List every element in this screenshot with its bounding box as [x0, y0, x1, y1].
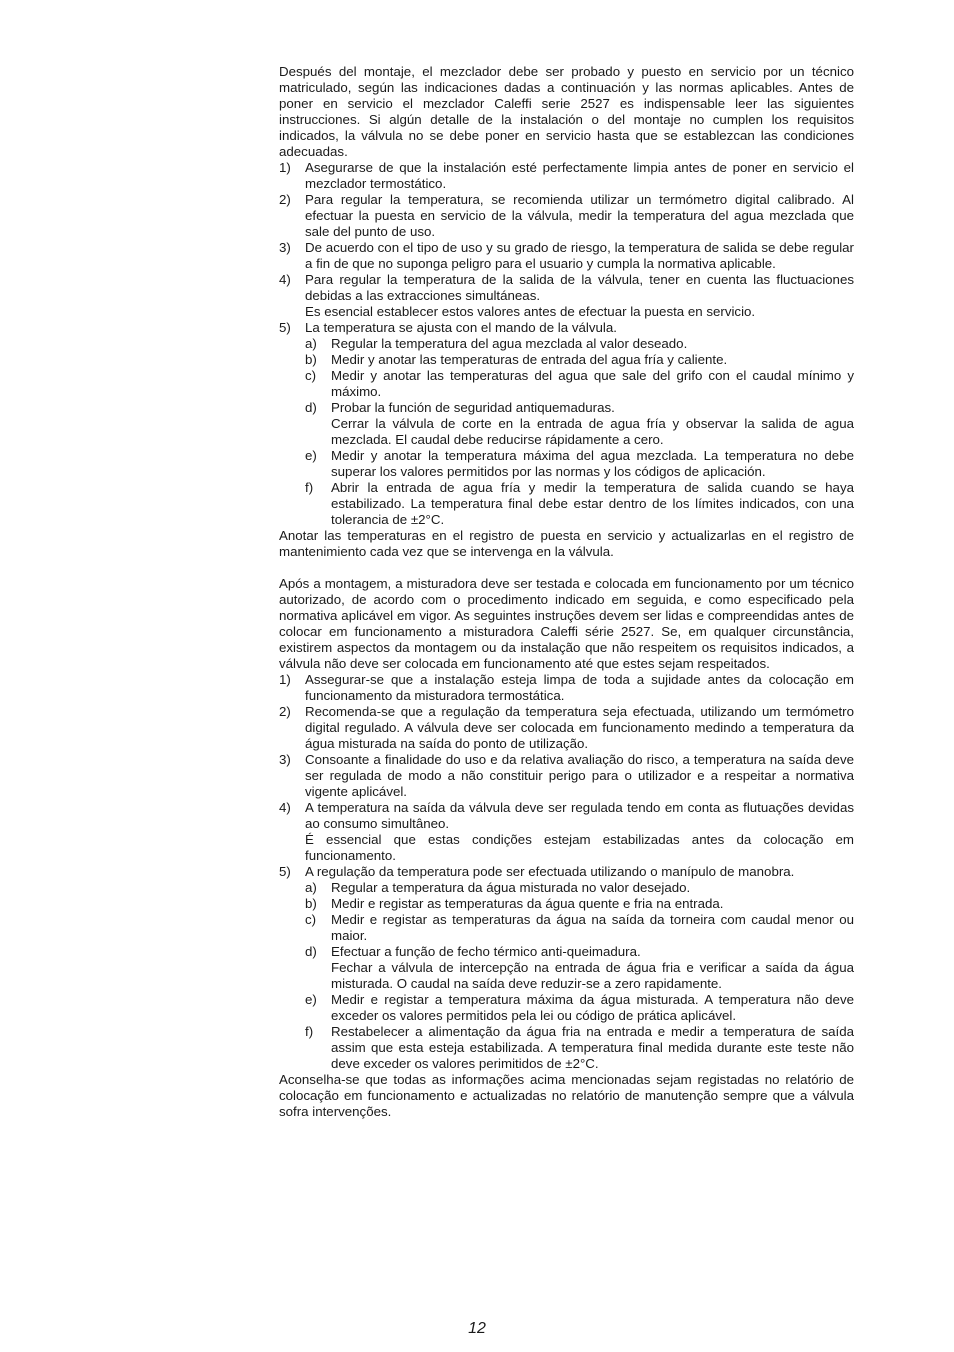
es-sub-f	[279, 480, 854, 528]
sub-letter: d)	[305, 944, 317, 959]
sub-letter: c)	[305, 368, 317, 383]
pt-intro: Após a montagem, a misturadora deve ser testada e colocada em funcionamento por um técnico autorizado, de acordo com o procedimento indicado em seguida, e como especificado pela normativa aplicável em vigor. As seguintes instruções devem ser lidas e compreendidas antes de colocar em funcionamento a misturadora Caleffi série 2527. Se, em qualquer circunstância, existirem aspectos da montagem ou da instalação que não respeitem os requisitos indicados, a válvula não deve ser colocada em funcionamento até que estes sejam respeitados.	[279, 576, 854, 671]
sub-letter: e)	[305, 448, 317, 463]
item-text: A temperatura na saída da válvula deve ser regulada tendo em conta as flutuações devidas ao consumo simultâneo.	[305, 800, 854, 831]
pt-item-2	[279, 704, 854, 752]
sub-letter: f)	[305, 480, 314, 495]
pt-sub-b	[279, 896, 854, 912]
item-number: 2)	[279, 192, 291, 207]
item-number: 1)	[279, 672, 291, 687]
es-item-1	[279, 160, 854, 192]
pt-sub-f	[279, 1024, 854, 1072]
sub-letter: b)	[305, 352, 317, 367]
pt-sub-d	[279, 944, 854, 960]
pt-sub-a	[279, 880, 854, 896]
pt-sub-e	[279, 992, 854, 1024]
sub-text: Medir e registar as temperaturas da água na saída da torneira com caudal menor ou maior.	[331, 912, 854, 943]
sub-text: Regular la temperatura del agua mezclada al valor deseado.	[331, 336, 688, 351]
sub-letter: c)	[305, 912, 317, 927]
item-text: Para regular la temperatura de la salida de la válvula, tener en cuenta las fluctuaciones debidas a las extracciones simultáneas.	[305, 272, 854, 303]
sub-text: Regular a temperatura da água misturada no valor desejado.	[331, 880, 691, 895]
es-intro: Después del montaje, el mezclador debe ser probado y puesto en servicio por un técnico matriculado, según las indicaciones dadas a continuación y las normas aplicables. Antes de poner en servicio el mezclador Caleffi serie 2527 es indispensable leer las siguientes instrucciones. Si algún detalle de la instalación o del montaje no cumplen los requisitos indicados, la válvula no se debe poner en servicio hasta que se establezcan las condiciones adecuadas.	[279, 64, 854, 159]
pt-sub-d-continuation: Fechar a válvula de intercepção na entrada de água fria e verificar a saída da água misturada. O caudal na saída deve reduzir-se a zero rapidamente.	[331, 960, 854, 991]
item-text: Assegurar-se que a instalação esteja limpa de toda a sujidade antes da colocação em funcionamento da misturadora termostática.	[305, 672, 854, 703]
es-sub-b	[279, 352, 854, 368]
pt-item-3	[279, 752, 854, 800]
sub-text: Medir y anotar las temperaturas de entrada del agua fría y caliente.	[331, 352, 728, 367]
sub-text: Restabelecer a alimentação da água fria na entrada e medir a temperatura de saída assim que esta esteja estabilizada. A temperatura final medida durante este teste não deve exceder os valores perimitidos de ±2°C.	[331, 1024, 854, 1071]
sub-text: Efectuar a função de fecho térmico anti-queimadura.	[331, 944, 641, 959]
es-item-3	[279, 240, 854, 272]
pt-item-1	[279, 672, 854, 704]
sub-letter: b)	[305, 896, 317, 911]
es-sub-d-continuation: Cerrar la válvula de corte en la entrada de agua fría y observar la salida de agua mezclada. El caudal debe reducirse rápidamente a cero.	[331, 416, 854, 447]
item-text: A regulação da temperatura pode ser efectuada utilizando o manípulo de manobra.	[305, 864, 795, 879]
item-text: De acuerdo con el tipo de uso y su grado de riesgo, la temperatura de salida se debe regular a fin de que no suponga peligro para el usuario y cumpla la normativa aplicable.	[305, 240, 854, 271]
item-number: 2)	[279, 704, 291, 719]
sub-letter: a)	[305, 880, 317, 895]
es-sub-d	[279, 400, 854, 416]
sub-text: Medir y anotar la temperatura máxima del agua mezclada. La temperatura no debe superar los valores permitidos por las normas y los códigos de aplicación.	[331, 448, 854, 479]
es-closing: Anotar las temperaturas en el registro de puesta en servicio y actualizarlas en el registro de mantenimiento cada vez que se intervenga en la válvula.	[279, 528, 854, 559]
es-item-4-note: Es esencial establecer estos valores antes de efectuar la puesta en servicio.	[305, 304, 756, 319]
es-item-2	[279, 192, 854, 240]
pt-item-4	[279, 800, 854, 832]
pt-closing: Aconselha-se que todas as informações acima mencionadas sejam registadas no relatório de colocação em funcionamento e actualizadas no relatório de manutenção sempre que a válvula sofra intervenções.	[279, 1072, 854, 1119]
item-number: 3)	[279, 240, 291, 255]
sub-letter: d)	[305, 400, 317, 415]
es-item-5	[279, 320, 854, 336]
item-text: Consoante a finalidade do uso e da relativa avaliação do risco, a temperatura na saída deve ser regulada de modo a não constituir perigo para o utilizador e a respeitar a normativa vigente aplicável.	[305, 752, 854, 799]
item-number: 1)	[279, 160, 291, 175]
es-sub-c	[279, 368, 854, 400]
pt-item-5	[279, 864, 854, 880]
item-text: La temperatura se ajusta con el mando de la válvula.	[305, 320, 617, 335]
es-item-4	[279, 272, 854, 304]
item-number: 5)	[279, 864, 291, 879]
sub-text: Medir e registar as temperaturas da água quente e fria na entrada.	[331, 896, 724, 911]
sub-text: Medir e registar a temperatura máxima da água misturada. A temperatura não deve exceder os valores permitidos pela lei ou código de prática aplicável.	[331, 992, 854, 1023]
item-number: 4)	[279, 800, 291, 815]
es-sub-e	[279, 448, 854, 480]
sub-letter: a)	[305, 336, 317, 351]
sub-text: Probar la función de seguridad antiquemaduras.	[331, 400, 615, 415]
pt-sub-c	[279, 912, 854, 944]
item-text: Asegurarse de que la instalación esté perfectamente limpia antes de poner en servicio el mezclador termostático.	[305, 160, 854, 191]
page-number-container	[0, 1320, 954, 1338]
item-text: Recomenda-se que a regulação da temperatura seja efectuada, utilizando um termómetro digital regulado. A válvula deve ser colocada em funcionamento medindo a temperatura da água misturada na saída do ponto de utilização.	[305, 704, 854, 751]
section-gap	[279, 560, 854, 576]
sub-letter: f)	[305, 1024, 314, 1039]
item-text: Para regular la temperatura, se recomienda utilizar un termómetro digital calibrado. Al efectuar la puesta en servicio de la válvula, medir la temperatura del agua mezclada que sale del punto de uso.	[305, 192, 854, 239]
pt-item-4-note: É essencial que estas condições estejam estabilizadas antes da colocação em funcionamento.	[305, 832, 854, 863]
sub-text: Abrir la entrada de agua fría y medir la temperatura de salida cuando se haya estabilizado. La temperatura final debe estar dentro de los límites indicados, con una tolerancia de ±2°C.	[331, 480, 854, 527]
sub-text: Medir y anotar las temperaturas del agua que sale del grifo con el caudal mínimo y máximo.	[331, 368, 854, 399]
es-sub-a	[279, 336, 854, 352]
sub-letter: e)	[305, 992, 317, 1007]
item-number: 4)	[279, 272, 291, 287]
text-column	[279, 64, 854, 1120]
page-number: 12	[468, 1320, 486, 1337]
item-number: 3)	[279, 752, 291, 767]
item-number: 5)	[279, 320, 291, 335]
